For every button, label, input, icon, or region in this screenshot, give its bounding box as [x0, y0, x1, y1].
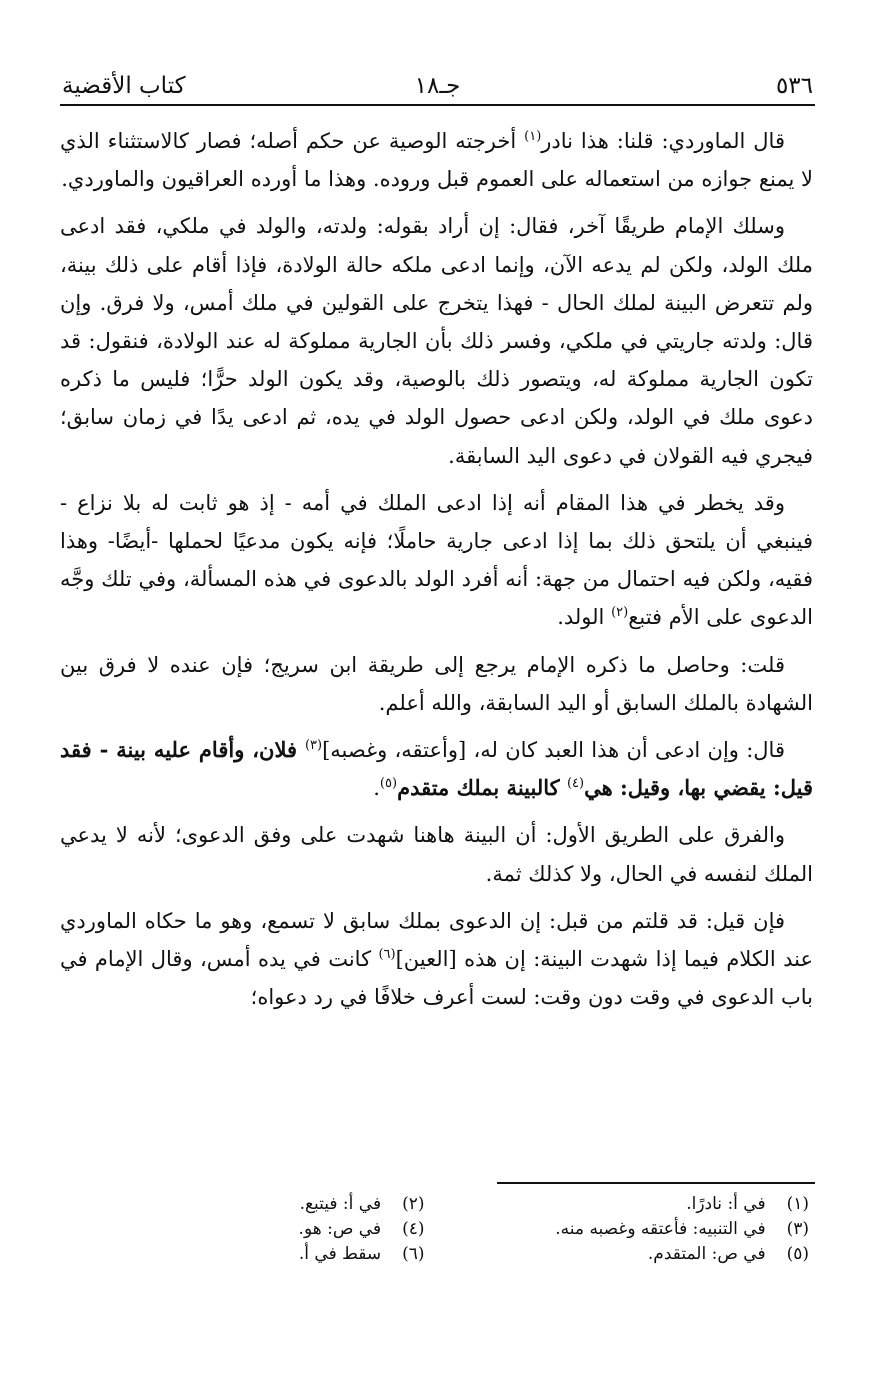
volume-label: جـ١٨: [414, 73, 461, 99]
paragraph-2: وسلك الإمام طريقًا آخر، فقال: إن أراد بقوله: ولدته، والولد في ملكي، فقد ادعى ملك الولد، ولكن لم يدعه الآن، وإنما ادعى ملكه حالة الولادة، فإذا أقام على ذلك بينة، ولم تتعرض البينة لملك الحال - فهذا يتخرج على القولين في ملك أمس، ولا فرق. وإن قال: ولدته جاريتي في ملكي، وفسر ذلك بأن الجارية مملوكة له عند الولادة، فنقول: قد تكون الجارية مملوكة له، ويتصور ذلك بالوصية، وقد يكون الولد حرًّا؛ فليس ما ذكره دعوى ملك في الولد، ولكن ادعى حصول الولد في يده، ثم ادعى يدًا في زمان سابق؛ فيجري فيه القولان في دعوى اليد السابقة.: [60, 214, 814, 468]
footnote: (٦) سقط في أ.: [298, 1244, 425, 1264]
matn-text: كالبينة بملك متقدم: [397, 775, 567, 801]
running-header: [60, 64, 815, 106]
matn-text: فلان، وأقام عليه بينة - فقد قيل: يقضي بها، وقيل: هي: [60, 737, 813, 801]
footnote-ref-2: (٢): [611, 605, 629, 621]
paragraph-1: قال الماوردي: قلنا: هذا نادر$^{(١)}$ أخرجته الوصية عن حكم أصله؛ فصار كالاستثناء الذي لا يمنع جوازه من استعماله على العموم قبل وروده. وهذا ما أورده العراقيون والماوردي.: [60, 129, 813, 192]
footnote: (٢) في أ: فيتبع.: [299, 1194, 425, 1214]
footnotes: [60, 1192, 809, 1267]
book-title: كتاب الأقضية: [62, 73, 186, 99]
footnote-separator: [497, 1182, 815, 1184]
footnote: (٣) في التنبيه: فأعتقه وغصبه منه.: [555, 1219, 809, 1239]
paragraph-4: قلت: وحاصل ما ذكره الإمام يرجع إلى طريقة ابن سريج؛ فإن عنده لا فرق بين الشهادة بالملك السابق أو اليد السابقة، والله أعلم.: [60, 652, 813, 715]
page-number: ٥٣٦: [775, 73, 813, 99]
paragraph-6: والفرق على الطريق الأول: أن البينة هاهنا شهدت على وفق الدعوى؛ لأنه لا يدعي الملك لنفسه في الحال، ولا كذلك ثمة.: [60, 823, 813, 886]
footnote-ref-4: (٤): [566, 776, 585, 792]
footnote: (٥) في ص: المتقدم.: [647, 1244, 809, 1264]
main-text: [60, 122, 813, 1025]
paragraph-5: قال: وإن ادعى أن هذا العبد كان له، [وأعتقه، وغصبه]$^{(٣)}$ فلان، وأقام عليه بينة - فقد قيل: يقضي بها، وقيل: هي$^{(٤)}$ كالبينة بملك متقدم$^{(٥)}$.: [60, 737, 813, 801]
footnote: (٤) في ص: هو.: [298, 1219, 425, 1239]
footnote-ref-5: (٥): [379, 776, 398, 792]
footnote-ref-1: (١): [524, 129, 542, 144]
footnote: (١) في أ: نادرًا.: [686, 1194, 809, 1214]
paragraph-7: فإن قيل: قد قلتم من قبل: إن الدعوى بملك سابق لا تسمع، وهو ما حكاه الماوردي عند الكلام فيما إذا شهدت البينة: إن هذه [العين]$^{(٦)}$ كانت في يده أمس، وقال الإمام في باب الدعوى في وقت دون وقت: لست أعرف خلافًا في رد دعواه؛: [60, 908, 813, 1010]
footnote-ref-3: (٣): [304, 738, 323, 754]
footnote-ref-6: (٦): [378, 947, 396, 963]
paragraph-3: وقد يخطر في هذا المقام أنه إذا ادعى الملك في أمه - إذ هو ثابت له بلا نزاع - فينبغي أن يلتحق ذلك بما إذا ادعى جارية حاملًا؛ فإنه يكون مدعيًا لحملها -أيضًا- وهذا فقيه، ولكن فيه احتمال من جهة: أنه أفرد الولد بالدعوى في هذه المسألة، وفي تلك وجَّه الدعوى على الأم فتبع$^{(٢)}$ الولد.: [60, 490, 813, 630]
